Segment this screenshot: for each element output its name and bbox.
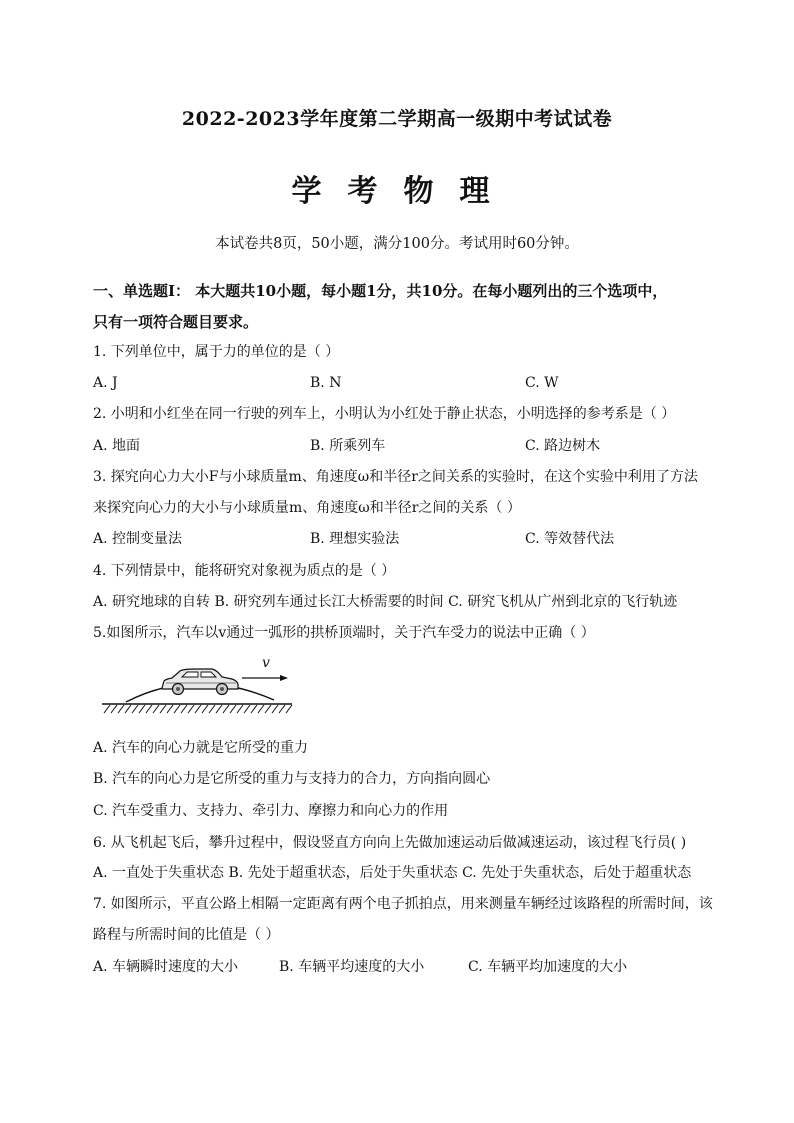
q3-option-c: C. 等效替代法 [525, 531, 615, 547]
q5-option-b: B. 汽车的向心力是它所受的重力与支持力的合力，方向指向圆心 [93, 771, 491, 787]
q7-option-b: B. 车辆平均速度的大小 [279, 959, 425, 975]
question-4-stem: 4. 下列情景中，能将研究对象视为质点的是（ ） [93, 563, 396, 579]
question-1-options [93, 368, 733, 398]
section-heading-line2: 只有一项符合题目要求。 [93, 313, 259, 331]
question-5-stem: 5.如图所示，汽车以v通过一弧形的拱桥顶端时，关于汽车受力的说法中正确（ ） [93, 625, 595, 641]
question-2-stem: 2. 小明和小红坐在同一行驶的列车上，小明认为小红处于静止状态，小明选择的参考系是（ ） [93, 406, 676, 422]
arch-bridge-car-figure [96, 654, 296, 726]
arrow-head-icon [280, 675, 288, 681]
question-2-options [93, 431, 733, 461]
question-7-options [93, 952, 733, 982]
exam-notice: 本试卷共8页，50小题，满分100分。考试用时60分钟。 [215, 236, 579, 252]
q2-option-a: A. 地面 [93, 438, 141, 454]
question-3-stem-line1: 3. 探究向心力大小F与小球质量m、角速度ω和半径r之间关系的实验时，在这个实验中利用了方法 [93, 469, 698, 485]
ground-hatching [104, 705, 292, 713]
q3-option-a: A. 控制变量法 [93, 531, 183, 547]
question-3-stem-line2: 来探究向心力的大小与小球质量m、角速度ω和半径r之间的关系（ ） [93, 500, 521, 516]
q7-option-c: C. 车辆平均加速度的大小 [468, 959, 628, 975]
velocity-label: v [262, 655, 270, 671]
question-7-stem-line1: 7. 如图所示，平直公路上相隔一定距离有两个电子抓拍点，用来测量车辆经过该路程的所需时间，该 [93, 896, 713, 912]
car-icon [162, 669, 238, 695]
section-heading-line1: 一、单选题I： 本大题共10小题，每小题1分，共10分。在每小题列出的三个选项中， [93, 282, 668, 300]
question-1-stem: 1. 下列单位中，属于力的单位的是（ ） [93, 344, 340, 360]
q2-option-b: B. 所乘列车 [310, 438, 386, 454]
q1-option-b: B. N [310, 375, 342, 391]
q1-option-c: C. W [525, 375, 559, 391]
exam-title: 2022-2023学年度第二学期高一级期中考试试卷 [181, 108, 613, 130]
q2-option-c: C. 路边树木 [525, 438, 601, 454]
q7-option-a: A. 车辆瞬时速度的大小 [93, 959, 239, 975]
q5-option-c: C. 汽车受重力、支持力、牵引力、摩擦力和向心力的作用 [93, 803, 449, 819]
question-6-options: A. 一直处于失重状态 B. 先处于超重状态，后处于失重状态 C. 先处于失重状态，后处于超重状态 [93, 865, 692, 881]
q5-option-a: A. 汽车的向心力就是它所受的重力 [93, 740, 309, 756]
q1-option-a: A. J [93, 375, 118, 391]
question-6-stem: 6. 从飞机起飞后，攀升过程中，假设竖直方向向上先做加速运动后做减速运动，该过程飞行员( ) [93, 835, 687, 851]
subject-title: 学考物理 [291, 174, 516, 209]
question-4-options: A. 研究地球的自转 B. 研究列车通过长江大桥需要的时间 C. 研究飞机从广州到北京的飞行轨迹 [93, 594, 678, 610]
question-3-options [93, 524, 733, 554]
question-7-stem-line2: 路程与所需时间的比值是（ ） [93, 927, 280, 943]
q3-option-b: B. 理想实验法 [310, 531, 400, 547]
